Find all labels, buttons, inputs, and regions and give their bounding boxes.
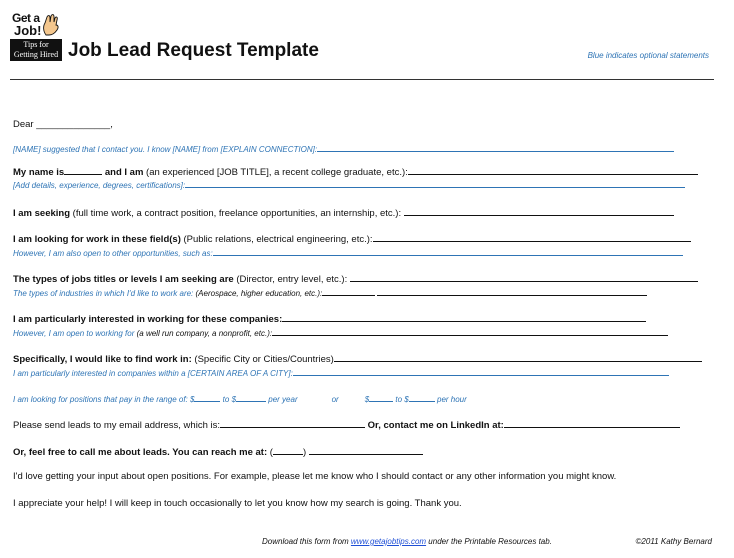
referral-blank[interactable]	[317, 143, 674, 152]
logo-band-line1: Tips for	[23, 40, 49, 49]
hand-icon	[40, 13, 62, 37]
pay-to-2: to $	[393, 395, 409, 404]
logo-line2: Job!	[14, 23, 42, 38]
logo-line1: Get a	[12, 11, 40, 25]
seeking-rest: (full time work, a contract position, freelance opportunities, an internship, etc.):	[70, 208, 402, 219]
footer-link[interactable]: www.getajobtips.com	[350, 537, 427, 546]
industries-text: The types of industries in which I'd like to work are:	[13, 289, 194, 298]
pay-hour-min-blank[interactable]	[369, 393, 393, 402]
types-label: The types of jobs titles or levels I am seeking are	[13, 274, 234, 285]
area-code-blank[interactable]	[273, 445, 303, 455]
open-companies-text: However, I am open to working for	[13, 329, 135, 338]
area-text: I am particularly interested in companies within a [CERTAIN AREA OF A CITY]:	[13, 369, 293, 378]
name-blank[interactable]	[64, 165, 102, 175]
footer-download	[262, 537, 552, 547]
footer-post: under the Printable Resources tab.	[426, 537, 552, 546]
header-divider	[10, 79, 714, 80]
pay-to-1: to $	[220, 395, 237, 404]
phone-blank[interactable]	[309, 445, 423, 455]
name-label: My name is	[13, 167, 65, 178]
fields-label: I am looking for work in these field(s)	[13, 234, 181, 245]
title-blank[interactable]	[408, 165, 698, 175]
name-line	[13, 165, 698, 179]
logo-band-line2: Getting Hired	[13, 50, 59, 59]
referral-line	[13, 143, 674, 155]
email-blank[interactable]	[220, 418, 365, 428]
email-text: Please send leads to my email address, which is:	[13, 420, 220, 431]
open-companies-line	[13, 326, 668, 339]
pay-per-hour: per hour	[434, 395, 467, 404]
pay-per-year: per year	[266, 395, 298, 404]
location-blank[interactable]	[334, 352, 702, 362]
footer-pre: Download this form from	[262, 537, 351, 546]
pay-text: I am looking for positions that pay in the range of: $	[13, 395, 195, 404]
pay-year-max-blank[interactable]	[236, 393, 266, 402]
companies-line	[13, 312, 646, 326]
other-opps-line	[13, 247, 683, 259]
call-close-paren: )	[302, 447, 307, 458]
other-opps-blank[interactable]	[213, 247, 683, 256]
fields-blank[interactable]	[373, 232, 691, 242]
copyright: ©2011 Kathy Bernard	[635, 537, 712, 546]
location-line	[13, 352, 702, 366]
details-line	[13, 179, 685, 191]
details-blank[interactable]	[185, 179, 685, 188]
name-rest: (an experienced [JOB TITLE], a recent college graduate, etc.):	[143, 167, 408, 178]
and-i-am-label: and I am	[102, 167, 144, 178]
companies-blank[interactable]	[282, 312, 646, 322]
call-open-paren: (	[267, 447, 273, 458]
linkedin-label: Or, contact me on LinkedIn at:	[365, 420, 504, 431]
location-label: Specifically, I would like to find work in:	[13, 354, 192, 365]
pay-hour-max-blank[interactable]	[409, 393, 435, 402]
seeking-line	[13, 206, 674, 220]
call-line	[13, 445, 423, 459]
open-companies-blank[interactable]	[272, 326, 668, 336]
logo-band	[10, 39, 62, 61]
types-blank[interactable]	[350, 272, 698, 282]
industries-blank-2[interactable]	[377, 286, 647, 296]
optional-legend: Blue indicates optional statements	[587, 51, 709, 60]
thanks-line: I appreciate your help! I will keep in touch occasionally to let you know how my search is going. Thank you.	[13, 498, 462, 509]
pay-year-min-blank[interactable]	[194, 393, 220, 402]
linkedin-blank[interactable]	[504, 418, 680, 428]
dear-line: Dear ______________,	[13, 119, 113, 130]
open-companies-example: (a well run company, a nonprofit, etc.):	[134, 329, 273, 338]
referral-text: [NAME] suggested that I contact you. I know [NAME] from [EXPLAIN CONNECTION]:	[13, 145, 318, 154]
details-text: [Add details, experience, degrees, certifications]:	[13, 181, 186, 190]
location-rest: (Specific City or Cities/Countries)	[191, 354, 334, 365]
other-opps-text: However, I am also open to other opportunities, such as:	[13, 249, 213, 258]
logo	[10, 12, 62, 62]
industries-example: (Aerospace, higher education, etc.):	[193, 289, 323, 298]
seeking-blank[interactable]	[404, 206, 674, 216]
industries-line	[13, 286, 647, 299]
input-line: I'd love getting your input about open positions. For example, please let me know who I should contact or any other information you might know.	[13, 471, 617, 482]
pay-or: or	[331, 395, 339, 404]
industries-blank-1[interactable]	[322, 286, 375, 296]
call-label: Or, feel free to call me about leads. You can reach me at:	[13, 447, 268, 458]
fields-rest: (Public relations, electrical engineering, etc.):	[180, 234, 373, 245]
pay-dollar-2: $	[364, 395, 370, 404]
types-rest: (Director, entry level, etc.):	[233, 274, 348, 285]
page-title: Job Lead Request Template	[68, 40, 319, 61]
types-line	[13, 272, 698, 286]
seeking-label: I am seeking	[13, 208, 71, 219]
companies-label: I am particularly interested in working for these companies:	[13, 314, 283, 325]
fields-line	[13, 232, 691, 246]
pay-line	[13, 393, 467, 405]
area-line	[13, 367, 669, 379]
area-blank[interactable]	[293, 367, 669, 376]
email-line	[13, 418, 680, 432]
